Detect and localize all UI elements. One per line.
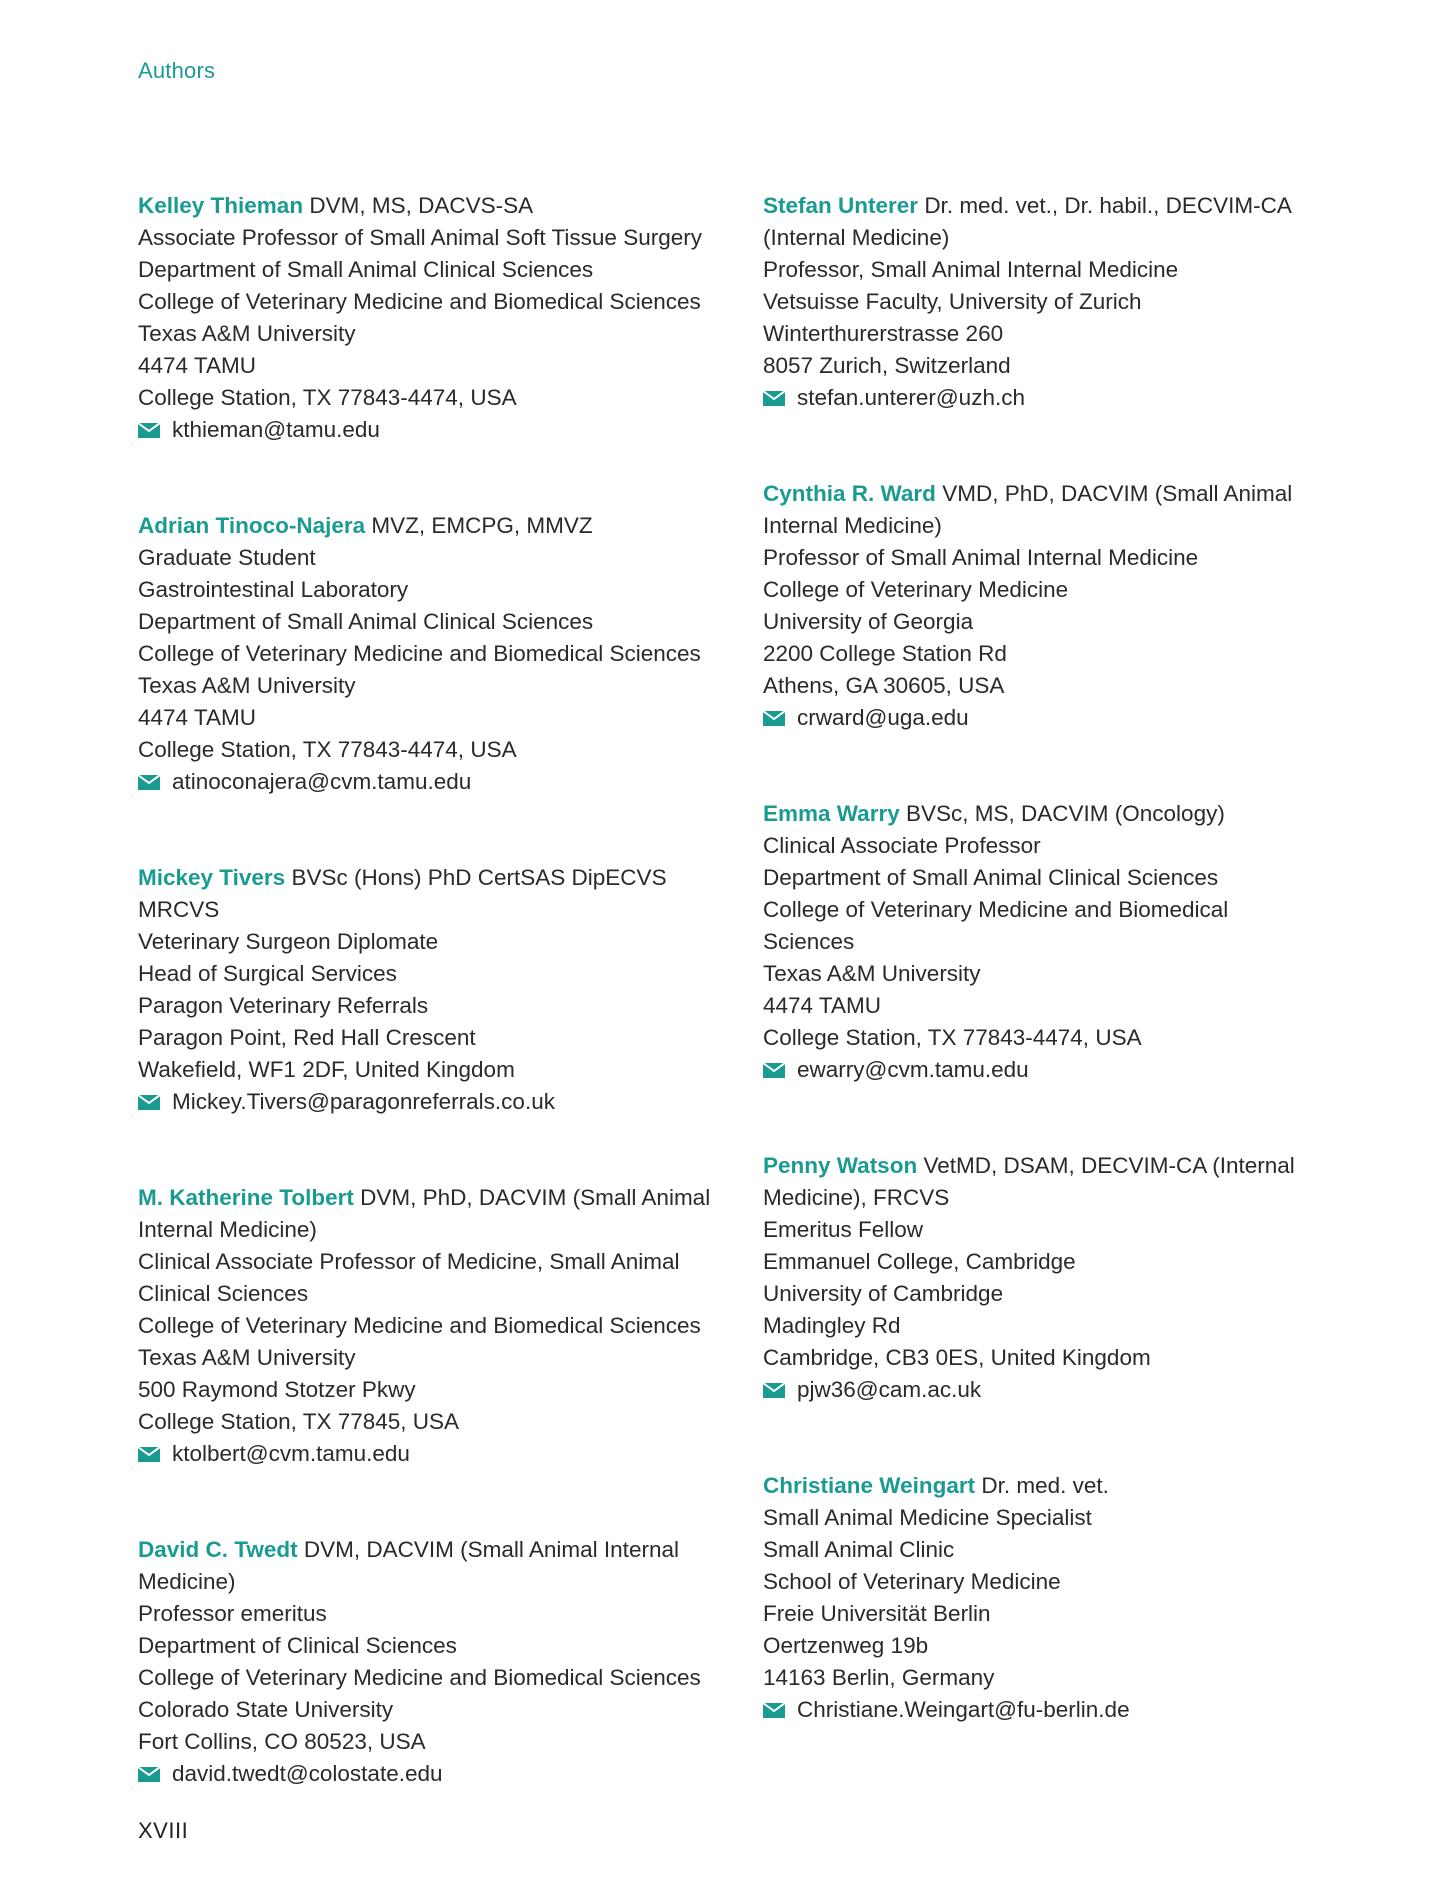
affiliation-line: School of Veterinary Medicine <box>763 1569 1061 1594</box>
email-link[interactable]: Mickey.Tivers@paragonreferrals.co.uk <box>172 1089 555 1114</box>
email-row <box>763 1054 1323 1086</box>
author-name: Cynthia R. Ward <box>763 481 936 506</box>
author-heading <box>763 1470 1323 1502</box>
running-header: Authors <box>138 58 216 83</box>
affiliation-line: Emmanuel College, Cambridge <box>763 1249 1076 1274</box>
email-row <box>763 1374 1323 1406</box>
affiliation-line: 4474 TAMU <box>138 353 256 378</box>
affiliation-line: Winterthurerstrasse 260 <box>763 321 1004 346</box>
page-number: XVIII <box>138 1818 189 1843</box>
affiliation-line: College of Veterinary Medicine and Biomedical Sciences <box>138 1313 701 1338</box>
affiliation-line: 4474 TAMU <box>763 993 881 1018</box>
author-name: Adrian Tinoco-Najera <box>138 513 366 538</box>
email-row <box>138 414 728 446</box>
author-heading <box>138 862 728 926</box>
mail-icon <box>763 711 785 726</box>
email-link[interactable]: david.twedt@colostate.edu <box>172 1761 443 1786</box>
affiliation-line: College of Veterinary Medicine <box>763 577 1069 602</box>
author-entry <box>138 862 728 1118</box>
affiliation-line: Department of Small Animal Clinical Sciences <box>138 609 594 634</box>
affiliation-line: Professor, Small Animal Internal Medicine <box>763 257 1179 282</box>
author-name: Mickey Tivers <box>138 865 286 890</box>
affiliation-line: Small Animal Medicine Specialist <box>763 1505 1092 1530</box>
affiliation-line: Athens, GA 30605, USA <box>763 673 1005 698</box>
author-credentials: BVSc (Hons) PhD CertSAS DipECVS MRCVS <box>138 865 667 922</box>
author-entry <box>763 1470 1323 1726</box>
mail-icon <box>138 1767 160 1782</box>
email-row <box>763 702 1323 734</box>
mail-icon <box>138 1447 160 1462</box>
email-link[interactable]: ewarry@cvm.tamu.edu <box>797 1057 1029 1082</box>
author-entry <box>763 798 1323 1086</box>
mail-icon <box>763 1063 785 1078</box>
affiliation-line: Small Animal Clinic <box>763 1537 955 1562</box>
author-credentials: Dr. med. vet., Dr. habil., DECVIM-CA (Internal Medicine) <box>763 193 1291 250</box>
email-link[interactable]: Christiane.Weingart@fu-berlin.de <box>797 1697 1130 1722</box>
affiliation-line: Texas A&M University <box>138 321 356 346</box>
affiliation-line: Paragon Veterinary Referrals <box>138 993 429 1018</box>
affiliation-line: Colorado State University <box>138 1697 394 1722</box>
author-entry <box>138 190 728 446</box>
author-name: Emma Warry <box>763 801 900 826</box>
author-entry <box>763 1150 1323 1406</box>
author-name: Christiane Weingart <box>763 1473 976 1498</box>
email-row <box>763 382 1323 414</box>
affiliation-line: Madingley Rd <box>763 1313 901 1338</box>
affiliation-line: Texas A&M University <box>138 673 356 698</box>
author-heading <box>763 1150 1323 1214</box>
author-heading <box>138 1534 728 1598</box>
author-name: Penny Watson <box>763 1153 918 1178</box>
affiliation-line: College Station, TX 77843-4474, USA <box>138 737 517 762</box>
affiliation-line: Texas A&M University <box>763 961 981 986</box>
author-heading <box>138 510 728 542</box>
email-row <box>138 766 728 798</box>
right-author-column <box>763 190 1323 1790</box>
author-credentials: VetMD, DSAM, DECVIM-CA (Internal Medicine), FRCVS <box>763 1153 1295 1210</box>
author-credentials: VMD, PhD, DACVIM (Small Animal Internal Medicine) <box>763 481 1293 538</box>
email-link[interactable]: ktolbert@cvm.tamu.edu <box>172 1441 410 1466</box>
author-heading <box>763 478 1323 542</box>
affiliation-line: University of Cambridge <box>763 1281 1004 1306</box>
author-name: David C. Twedt <box>138 1537 298 1562</box>
email-link[interactable]: stefan.unterer@uzh.ch <box>797 385 1025 410</box>
affiliation-line: Professor of Small Animal Internal Medicine <box>763 545 1199 570</box>
affiliation-line: 4474 TAMU <box>138 705 256 730</box>
affiliation-line: Graduate Student <box>138 545 316 570</box>
affiliation-line: Clinical Associate Professor <box>763 833 1041 858</box>
email-row <box>138 1086 728 1118</box>
author-name: M. Katherine Tolbert <box>138 1185 354 1210</box>
author-name: Stefan Unterer <box>763 193 919 218</box>
left-author-column <box>138 190 728 1854</box>
author-heading <box>138 1182 728 1246</box>
mail-icon <box>763 1703 785 1718</box>
affiliation-line: College Station, TX 77843-4474, USA <box>763 1025 1142 1050</box>
author-heading <box>763 190 1323 254</box>
author-credentials: DVM, MS, DACVS-SA <box>309 193 534 218</box>
affiliation-line: 14163 Berlin, Germany <box>763 1665 995 1690</box>
affiliation-line: College of Veterinary Medicine and Biomedical Sciences <box>763 897 1229 954</box>
affiliation-line: Fort Collins, CO 80523, USA <box>138 1729 426 1754</box>
affiliation-line: College of Veterinary Medicine and Biomedical Sciences <box>138 1665 701 1690</box>
affiliation-line: Vetsuisse Faculty, University of Zurich <box>763 289 1142 314</box>
author-credentials: DVM, DACVIM (Small Animal Internal Medicine) <box>138 1537 679 1594</box>
affiliation-line: Professor emeritus <box>138 1601 327 1626</box>
author-entry <box>763 478 1323 734</box>
mail-icon <box>138 1095 160 1110</box>
affiliation-line: Clinical Associate Professor of Medicine, Small Animal Clinical Sciences <box>138 1249 680 1306</box>
author-heading <box>138 190 728 222</box>
mail-icon <box>138 423 160 438</box>
email-row <box>763 1694 1323 1726</box>
affiliation-line: Department of Small Animal Clinical Sciences <box>763 865 1219 890</box>
author-credentials: BVSc, MS, DACVIM (Oncology) <box>906 801 1225 826</box>
author-credentials: Dr. med. vet. <box>981 1473 1109 1498</box>
affiliation-line: Cambridge, CB3 0ES, United Kingdom <box>763 1345 1151 1370</box>
affiliation-line: College Station, TX 77845, USA <box>138 1409 460 1434</box>
email-link[interactable]: crward@uga.edu <box>797 705 969 730</box>
author-entry <box>763 190 1323 414</box>
mail-icon <box>763 1383 785 1398</box>
affiliation-line: Paragon Point, Red Hall Crescent <box>138 1025 476 1050</box>
mail-icon <box>763 391 785 406</box>
affiliation-line: University of Georgia <box>763 609 974 634</box>
affiliation-line: Associate Professor of Small Animal Soft Tissue Surgery <box>138 225 702 250</box>
author-entry <box>138 1182 728 1470</box>
affiliation-line: Gastrointestinal Laboratory <box>138 577 409 602</box>
affiliation-line: College of Veterinary Medicine and Biomedical Sciences <box>138 289 701 314</box>
affiliation-line: Department of Small Animal Clinical Sciences <box>138 257 594 282</box>
affiliation-line: Emeritus Fellow <box>763 1217 924 1242</box>
email-link[interactable]: atinoconajera@cvm.tamu.edu <box>172 769 472 794</box>
affiliation-line: Wakefield, WF1 2DF, United Kingdom <box>138 1057 515 1082</box>
email-link[interactable]: kthieman@tamu.edu <box>172 417 380 442</box>
author-entry <box>138 1534 728 1790</box>
affiliation-line: Department of Clinical Sciences <box>138 1633 457 1658</box>
author-credentials: MVZ, EMCPG, MMVZ <box>371 513 593 538</box>
affiliation-line: College of Veterinary Medicine and Biomedical Sciences <box>138 641 701 666</box>
author-heading <box>763 798 1323 830</box>
affiliation-line: Texas A&M University <box>138 1345 356 1370</box>
email-link[interactable]: pjw36@cam.ac.uk <box>797 1377 982 1402</box>
affiliation-line: Freie Universität Berlin <box>763 1601 991 1626</box>
author-credentials: DVM, PhD, DACVIM (Small Animal Internal Medicine) <box>138 1185 711 1242</box>
affiliation-line: Oertzenweg 19b <box>763 1633 929 1658</box>
affiliation-line: College Station, TX 77843-4474, USA <box>138 385 517 410</box>
author-entry <box>138 510 728 798</box>
affiliation-line: Head of Surgical Services <box>138 961 397 986</box>
affiliation-line: 2200 College Station Rd <box>763 641 1007 666</box>
author-name: Kelley Thieman <box>138 193 304 218</box>
affiliation-line: 8057 Zurich, Switzerland <box>763 353 1011 378</box>
email-row <box>138 1758 728 1790</box>
affiliation-line: Veterinary Surgeon Diplomate <box>138 929 439 954</box>
email-row <box>138 1438 728 1470</box>
affiliation-line: 500 Raymond Stotzer Pkwy <box>138 1377 416 1402</box>
mail-icon <box>138 775 160 790</box>
